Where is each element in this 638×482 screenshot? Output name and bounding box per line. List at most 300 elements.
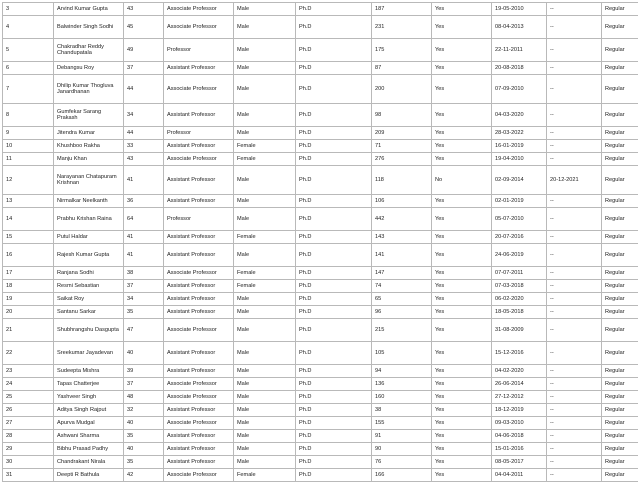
cell-gender: Male (234, 378, 296, 391)
cell-gender: Female (234, 280, 296, 293)
cell-age: 44 (124, 127, 164, 140)
cell-joining-date: 20-07-2016 (492, 231, 547, 244)
cell-leaving-date: -- (547, 365, 602, 378)
cell-nature: Regular (602, 365, 638, 378)
cell-age: 39 (124, 365, 164, 378)
cell-is-associated: Yes (432, 391, 492, 404)
cell-name: Manju Khan (54, 153, 124, 166)
cell-nature: Regular (602, 39, 638, 62)
cell-sno: 25 (3, 391, 54, 404)
cell-gender: Male (234, 443, 296, 456)
cell-name: Ashwani Sharma (54, 430, 124, 443)
cell-is-associated: Yes (432, 404, 492, 417)
cell-leaving-date: -- (547, 293, 602, 306)
cell-gender: Male (234, 430, 296, 443)
cell-designation: Assistant Professor (164, 430, 234, 443)
cell-is-associated: Yes (432, 293, 492, 306)
cell-designation: Assistant Professor (164, 140, 234, 153)
cell-age: 47 (124, 319, 164, 342)
cell-nature: Regular (602, 16, 638, 39)
cell-experience: 276 (372, 153, 432, 166)
cell-leaving-date: 20-12-2021 (547, 166, 602, 195)
cell-sno: 12 (3, 166, 54, 195)
cell-name: Sreekumar Jayadevan (54, 342, 124, 365)
cell-sno: 20 (3, 306, 54, 319)
cell-qualification: Ph.D (296, 378, 372, 391)
cell-experience: 215 (372, 319, 432, 342)
cell-sno: 8 (3, 104, 54, 127)
cell-nature: Regular (602, 244, 638, 267)
cell-age: 41 (124, 231, 164, 244)
cell-gender: Male (234, 417, 296, 430)
cell-name: Prabhu Krishan Raina (54, 208, 124, 231)
cell-age: 35 (124, 456, 164, 469)
cell-nature: Regular (602, 319, 638, 342)
table-row (3, 267, 638, 280)
cell-leaving-date: -- (547, 3, 602, 16)
cell-age: 34 (124, 293, 164, 306)
cell-sno: 18 (3, 280, 54, 293)
cell-name: Sudeepta Mishra (54, 365, 124, 378)
cell-nature: Regular (602, 267, 638, 280)
cell-age: 34 (124, 104, 164, 127)
cell-experience: 200 (372, 75, 432, 104)
cell-qualification: Ph.D (296, 443, 372, 456)
cell-age: 35 (124, 306, 164, 319)
cell-joining-date: 07-09-2010 (492, 75, 547, 104)
cell-is-associated: Yes (432, 62, 492, 75)
cell-joining-date: 31-08-2009 (492, 319, 547, 342)
cell-age: 40 (124, 342, 164, 365)
cell-name: Aditya Singh Rajput (54, 404, 124, 417)
cell-joining-date: 19-05-2010 (492, 3, 547, 16)
cell-joining-date: 02-01-2019 (492, 195, 547, 208)
table-row (3, 104, 638, 127)
cell-gender: Male (234, 166, 296, 195)
table-row (3, 62, 638, 75)
cell-name: Rajesh Kumar Gupta (54, 244, 124, 267)
cell-designation: Assistant Professor (164, 404, 234, 417)
cell-leaving-date: -- (547, 443, 602, 456)
cell-nature: Regular (602, 456, 638, 469)
cell-name: Bibhu Prasad Padhy (54, 443, 124, 456)
cell-experience: 141 (372, 244, 432, 267)
cell-experience: 38 (372, 404, 432, 417)
cell-nature: Regular (602, 417, 638, 430)
table-row (3, 195, 638, 208)
cell-leaving-date: -- (547, 231, 602, 244)
cell-joining-date: 20-08-2018 (492, 62, 547, 75)
cell-gender: Male (234, 244, 296, 267)
table-row (3, 404, 638, 417)
cell-gender: Male (234, 39, 296, 62)
cell-qualification: Ph.D (296, 404, 372, 417)
cell-gender: Male (234, 208, 296, 231)
cell-joining-date: 27-12-2012 (492, 391, 547, 404)
cell-sno: 3 (3, 3, 54, 16)
cell-designation: Assistant Professor (164, 293, 234, 306)
cell-sno: 27 (3, 417, 54, 430)
table-row (3, 39, 638, 62)
cell-leaving-date: -- (547, 417, 602, 430)
cell-sno: 7 (3, 75, 54, 104)
cell-age: 38 (124, 267, 164, 280)
cell-gender: Male (234, 365, 296, 378)
cell-is-associated: Yes (432, 231, 492, 244)
cell-sno: 4 (3, 16, 54, 39)
cell-is-associated: Yes (432, 469, 492, 482)
cell-age: 48 (124, 391, 164, 404)
cell-leaving-date: -- (547, 342, 602, 365)
cell-joining-date: 28-03-2022 (492, 127, 547, 140)
cell-leaving-date: -- (547, 153, 602, 166)
table-row (3, 391, 638, 404)
cell-nature: Regular (602, 391, 638, 404)
cell-designation: Assistant Professor (164, 195, 234, 208)
cell-designation: Assistant Professor (164, 104, 234, 127)
cell-qualification: Ph.D (296, 62, 372, 75)
cell-qualification: Ph.D (296, 306, 372, 319)
cell-qualification: Ph.D (296, 267, 372, 280)
cell-is-associated: Yes (432, 267, 492, 280)
cell-designation: Associate Professor (164, 469, 234, 482)
cell-nature: Regular (602, 404, 638, 417)
cell-is-associated: Yes (432, 417, 492, 430)
cell-joining-date: 02-09-2014 (492, 166, 547, 195)
cell-qualification: Ph.D (296, 39, 372, 62)
cell-age: 41 (124, 244, 164, 267)
cell-qualification: Ph.D (296, 231, 372, 244)
cell-qualification: Ph.D (296, 140, 372, 153)
cell-age: 42 (124, 469, 164, 482)
cell-is-associated: Yes (432, 16, 492, 39)
cell-joining-date: 24-06-2019 (492, 244, 547, 267)
cell-is-associated: Yes (432, 319, 492, 342)
cell-designation: Associate Professor (164, 319, 234, 342)
cell-gender: Male (234, 391, 296, 404)
table-row (3, 244, 638, 267)
cell-is-associated: Yes (432, 365, 492, 378)
table-row (3, 153, 638, 166)
cell-leaving-date: -- (547, 140, 602, 153)
cell-joining-date: 22-11-2011 (492, 39, 547, 62)
cell-leaving-date: -- (547, 195, 602, 208)
cell-sno: 14 (3, 208, 54, 231)
cell-experience: 71 (372, 140, 432, 153)
cell-name: Narayanan Chatapuram Krishnan (54, 166, 124, 195)
cell-joining-date: 04-04-2011 (492, 469, 547, 482)
cell-gender: Male (234, 456, 296, 469)
cell-name: Nirmalkar Neelkanth (54, 195, 124, 208)
cell-qualification: Ph.D (296, 153, 372, 166)
cell-experience: 96 (372, 306, 432, 319)
cell-age: 33 (124, 140, 164, 153)
cell-experience: 442 (372, 208, 432, 231)
cell-qualification: Ph.D (296, 391, 372, 404)
cell-designation: Associate Professor (164, 75, 234, 104)
cell-qualification: Ph.D (296, 342, 372, 365)
cell-joining-date: 18-05-2018 (492, 306, 547, 319)
cell-name: Ranjana Sodhi (54, 267, 124, 280)
cell-experience: 147 (372, 267, 432, 280)
cell-sno: 26 (3, 404, 54, 417)
cell-is-associated: Yes (432, 153, 492, 166)
cell-name: Tapas Chatterjee (54, 378, 124, 391)
cell-gender: Male (234, 319, 296, 342)
table-row (3, 127, 638, 140)
cell-designation: Assistant Professor (164, 342, 234, 365)
cell-is-associated: Yes (432, 430, 492, 443)
cell-designation: Associate Professor (164, 16, 234, 39)
cell-is-associated: Yes (432, 104, 492, 127)
cell-joining-date: 19-04-2010 (492, 153, 547, 166)
cell-designation: Associate Professor (164, 417, 234, 430)
cell-experience: 105 (372, 342, 432, 365)
cell-nature: Regular (602, 3, 638, 16)
cell-is-associated: Yes (432, 306, 492, 319)
cell-joining-date: 05-07-2010 (492, 208, 547, 231)
table-row (3, 75, 638, 104)
cell-is-associated: Yes (432, 443, 492, 456)
table-row (3, 306, 638, 319)
cell-is-associated: Yes (432, 342, 492, 365)
cell-leaving-date: -- (547, 319, 602, 342)
cell-qualification: Ph.D (296, 244, 372, 267)
cell-age: 37 (124, 62, 164, 75)
cell-designation: Professor (164, 208, 234, 231)
cell-nature: Regular (602, 443, 638, 456)
cell-is-associated: Yes (432, 3, 492, 16)
cell-nature: Regular (602, 153, 638, 166)
cell-experience: 76 (372, 456, 432, 469)
cell-gender: Male (234, 16, 296, 39)
cell-experience: 74 (372, 280, 432, 293)
cell-name: Deepti R Bathula (54, 469, 124, 482)
cell-name: Chakradhar Reddy Chandupatala (54, 39, 124, 62)
cell-name: Debangsu Roy (54, 62, 124, 75)
faculty-table (2, 2, 638, 482)
cell-nature: Regular (602, 208, 638, 231)
cell-joining-date: 04-06-2018 (492, 430, 547, 443)
table-row (3, 166, 638, 195)
cell-qualification: Ph.D (296, 319, 372, 342)
cell-sno: 11 (3, 153, 54, 166)
table-row (3, 378, 638, 391)
cell-sno: 17 (3, 267, 54, 280)
cell-experience: 231 (372, 16, 432, 39)
cell-designation: Assistant Professor (164, 306, 234, 319)
cell-designation: Associate Professor (164, 153, 234, 166)
cell-qualification: Ph.D (296, 104, 372, 127)
cell-nature: Regular (602, 430, 638, 443)
cell-joining-date: 16-01-2019 (492, 140, 547, 153)
cell-nature: Regular (602, 293, 638, 306)
table-row (3, 16, 638, 39)
cell-sno: 22 (3, 342, 54, 365)
cell-nature: Regular (602, 378, 638, 391)
cell-nature: Regular (602, 166, 638, 195)
cell-designation: Assistant Professor (164, 244, 234, 267)
cell-name: Putul Haldar (54, 231, 124, 244)
cell-age: 45 (124, 16, 164, 39)
table-row (3, 443, 638, 456)
cell-name: Apurva Mudgal (54, 417, 124, 430)
cell-qualification: Ph.D (296, 456, 372, 469)
cell-experience: 118 (372, 166, 432, 195)
cell-experience: 160 (372, 391, 432, 404)
cell-name: Jitendra Kumar (54, 127, 124, 140)
cell-experience: 136 (372, 378, 432, 391)
cell-nature: Regular (602, 62, 638, 75)
cell-joining-date: 07-03-2018 (492, 280, 547, 293)
cell-leaving-date: -- (547, 62, 602, 75)
cell-leaving-date: -- (547, 391, 602, 404)
cell-leaving-date: -- (547, 127, 602, 140)
cell-age: 40 (124, 417, 164, 430)
cell-sno: 21 (3, 319, 54, 342)
cell-experience: 143 (372, 231, 432, 244)
cell-qualification: Ph.D (296, 3, 372, 16)
cell-gender: Male (234, 342, 296, 365)
cell-age: 37 (124, 280, 164, 293)
cell-joining-date: 08-04-2013 (492, 16, 547, 39)
cell-joining-date: 07-07-2011 (492, 267, 547, 280)
cell-name: Balwinder Singh Sodhi (54, 16, 124, 39)
cell-qualification: Ph.D (296, 208, 372, 231)
cell-age: 43 (124, 153, 164, 166)
cell-leaving-date: -- (547, 469, 602, 482)
cell-experience: 187 (372, 3, 432, 16)
cell-age: 64 (124, 208, 164, 231)
cell-is-associated: Yes (432, 195, 492, 208)
cell-experience: 90 (372, 443, 432, 456)
cell-nature: Regular (602, 75, 638, 104)
cell-gender: Male (234, 104, 296, 127)
cell-experience: 65 (372, 293, 432, 306)
cell-gender: Female (234, 140, 296, 153)
cell-gender: Male (234, 404, 296, 417)
cell-gender: Female (234, 231, 296, 244)
cell-experience: 166 (372, 469, 432, 482)
cell-joining-date: 04-03-2020 (492, 104, 547, 127)
cell-designation: Assistant Professor (164, 365, 234, 378)
cell-sno: 16 (3, 244, 54, 267)
cell-qualification: Ph.D (296, 166, 372, 195)
cell-experience: 106 (372, 195, 432, 208)
cell-designation: Professor (164, 39, 234, 62)
cell-joining-date: 04-02-2020 (492, 365, 547, 378)
cell-qualification: Ph.D (296, 127, 372, 140)
cell-qualification: Ph.D (296, 365, 372, 378)
cell-experience: 91 (372, 430, 432, 443)
cell-designation: Associate Professor (164, 3, 234, 16)
table-row (3, 417, 638, 430)
cell-leaving-date: -- (547, 267, 602, 280)
cell-leaving-date: -- (547, 378, 602, 391)
table-row (3, 280, 638, 293)
cell-name: Resmi Sebastian (54, 280, 124, 293)
cell-sno: 30 (3, 456, 54, 469)
cell-experience: 98 (372, 104, 432, 127)
cell-leaving-date: -- (547, 244, 602, 267)
cell-is-associated: Yes (432, 140, 492, 153)
cell-sno: 19 (3, 293, 54, 306)
table-row (3, 342, 638, 365)
cell-designation: Associate Professor (164, 378, 234, 391)
cell-is-associated: Yes (432, 75, 492, 104)
cell-qualification: Ph.D (296, 293, 372, 306)
cell-qualification: Ph.D (296, 195, 372, 208)
cell-name: Saikat Roy (54, 293, 124, 306)
cell-sno: 10 (3, 140, 54, 153)
cell-gender: Female (234, 153, 296, 166)
cell-nature: Regular (602, 140, 638, 153)
cell-designation: Assistant Professor (164, 280, 234, 293)
table-row (3, 365, 638, 378)
cell-joining-date: 18-12-2019 (492, 404, 547, 417)
cell-is-associated: Yes (432, 244, 492, 267)
cell-experience: 155 (372, 417, 432, 430)
cell-name: Shubhrangshu Dasgupta (54, 319, 124, 342)
cell-leaving-date: -- (547, 208, 602, 231)
cell-nature: Regular (602, 104, 638, 127)
cell-joining-date: 15-01-2016 (492, 443, 547, 456)
cell-age: 32 (124, 404, 164, 417)
cell-age: 40 (124, 443, 164, 456)
cell-designation: Assistant Professor (164, 231, 234, 244)
cell-leaving-date: -- (547, 280, 602, 293)
cell-qualification: Ph.D (296, 280, 372, 293)
cell-gender: Female (234, 267, 296, 280)
cell-gender: Male (234, 3, 296, 16)
cell-is-associated: Yes (432, 127, 492, 140)
cell-leaving-date: -- (547, 16, 602, 39)
cell-name: Yashveer Singh (54, 391, 124, 404)
table-row (3, 319, 638, 342)
cell-leaving-date: -- (547, 104, 602, 127)
cell-gender: Female (234, 469, 296, 482)
cell-gender: Male (234, 195, 296, 208)
cell-qualification: Ph.D (296, 16, 372, 39)
cell-leaving-date: -- (547, 75, 602, 104)
cell-age: 37 (124, 378, 164, 391)
cell-is-associated: Yes (432, 280, 492, 293)
cell-is-associated: Yes (432, 378, 492, 391)
cell-gender: Male (234, 75, 296, 104)
cell-joining-date: 26-06-2014 (492, 378, 547, 391)
table-row (3, 3, 638, 16)
cell-qualification: Ph.D (296, 469, 372, 482)
cell-designation: Professor (164, 127, 234, 140)
cell-leaving-date: -- (547, 430, 602, 443)
table-row (3, 456, 638, 469)
cell-sno: 6 (3, 62, 54, 75)
cell-nature: Regular (602, 195, 638, 208)
cell-age: 35 (124, 430, 164, 443)
cell-sno: 29 (3, 443, 54, 456)
cell-nature: Regular (602, 280, 638, 293)
cell-is-associated: Yes (432, 456, 492, 469)
cell-joining-date: 08-05-2017 (492, 456, 547, 469)
cell-experience: 175 (372, 39, 432, 62)
cell-name: Khushboo Rakha (54, 140, 124, 153)
cell-sno: 24 (3, 378, 54, 391)
cell-sno: 9 (3, 127, 54, 140)
cell-sno: 31 (3, 469, 54, 482)
cell-designation: Assistant Professor (164, 166, 234, 195)
cell-experience: 94 (372, 365, 432, 378)
cell-joining-date: 09-03-2010 (492, 417, 547, 430)
